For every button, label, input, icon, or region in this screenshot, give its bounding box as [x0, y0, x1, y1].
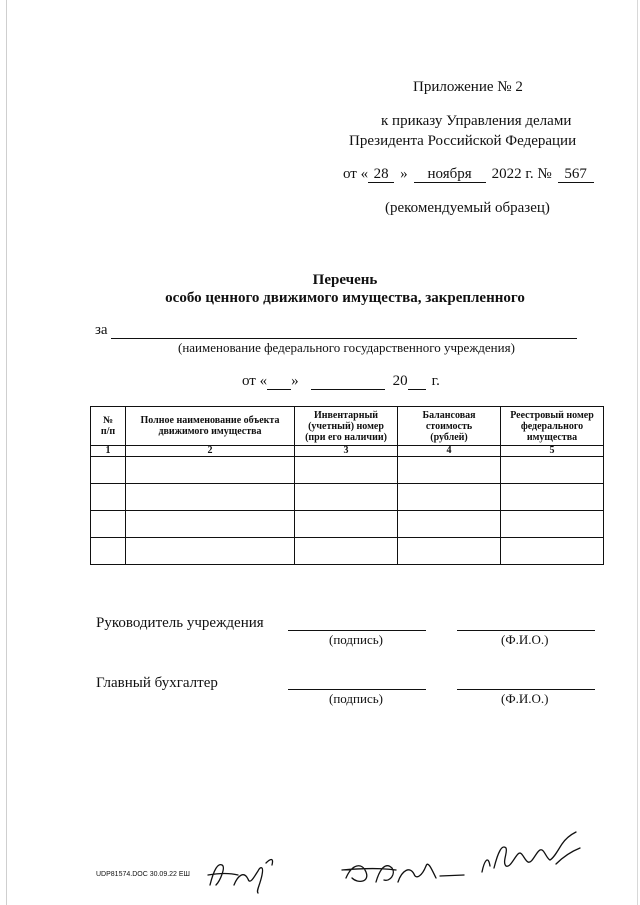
column-header-name: Полное наименование объекта движимого имущества — [126, 407, 295, 446]
date-day: 28 — [368, 167, 394, 183]
as-of-month-blank — [311, 374, 385, 390]
institution-prefix: за — [95, 322, 108, 338]
column-header-registry: Реестровый номер федерального имущества — [501, 407, 604, 446]
as-of-year-prefix: 20 — [392, 373, 408, 389]
initials-signature-1 — [204, 855, 276, 895]
accountant-name-line — [457, 689, 595, 690]
as-of-prefix: от « — [242, 373, 268, 389]
scan-edge-left — [6, 0, 7, 905]
column-index: 1 — [91, 446, 126, 457]
column-index: 3 — [295, 446, 398, 457]
column-header-inventory: Инвентарный (учетный) номер (при его наличии) — [295, 407, 398, 446]
accountant-name-caption: (Ф.И.О.) — [501, 691, 549, 706]
head-signature-caption: (подпись) — [329, 632, 383, 647]
document-subtitle: особо ценного движимого имущества, закрепленного — [165, 290, 525, 306]
column-index: 4 — [398, 446, 501, 457]
institution-name-line — [111, 338, 577, 339]
date-year: 2022 г. № — [491, 166, 552, 182]
date-prefix: от « — [343, 166, 369, 182]
scan-edge-right — [637, 0, 638, 905]
accountant-signature-line — [288, 689, 426, 690]
document-title: Перечень — [312, 272, 378, 288]
column-index: 5 — [501, 446, 604, 457]
as-of-year-suffix: г. — [431, 373, 440, 389]
as-of-day-blank — [267, 374, 291, 390]
column-header-number: № п/п — [91, 407, 126, 446]
table-row — [91, 511, 604, 538]
order-reference-line1: к приказу Управления делами — [381, 113, 572, 129]
assets-table — [90, 406, 604, 565]
as-of-year-blank — [408, 374, 426, 390]
order-number: 567 — [558, 167, 594, 183]
head-signature-line — [288, 630, 426, 631]
appendix-number: Приложение № 2 — [413, 79, 523, 95]
approval-signature-1 — [336, 848, 476, 893]
column-number-row — [91, 446, 604, 457]
date-month: ноября — [414, 167, 486, 183]
sample-note: (рекомендуемый образец) — [385, 200, 550, 216]
date-separator: » — [400, 166, 408, 182]
table-header-row — [91, 407, 604, 446]
column-header-balance: Балансовая стоимость (рублей) — [398, 407, 501, 446]
as-of-date-line — [242, 373, 440, 390]
institution-caption: (наименование федерального государственного учреждения) — [178, 340, 515, 355]
head-name-line — [457, 630, 595, 631]
accountant-signature-label: Главный бухгалтер — [96, 675, 218, 691]
table-row — [91, 538, 604, 565]
order-date-line — [343, 166, 594, 183]
as-of-separator: » — [291, 373, 299, 389]
approval-signature-2 — [476, 828, 588, 884]
column-index: 2 — [126, 446, 295, 457]
table-row — [91, 484, 604, 511]
document-code: UDP81574.DOC 30.09.22 ЕШ — [96, 871, 190, 878]
head-signature-label: Руководитель учреждения — [96, 615, 264, 631]
head-name-caption: (Ф.И.О.) — [501, 632, 549, 647]
order-reference-line2: Президента Российской Федерации — [349, 133, 577, 149]
table-row — [91, 457, 604, 484]
accountant-signature-caption: (подпись) — [329, 691, 383, 706]
